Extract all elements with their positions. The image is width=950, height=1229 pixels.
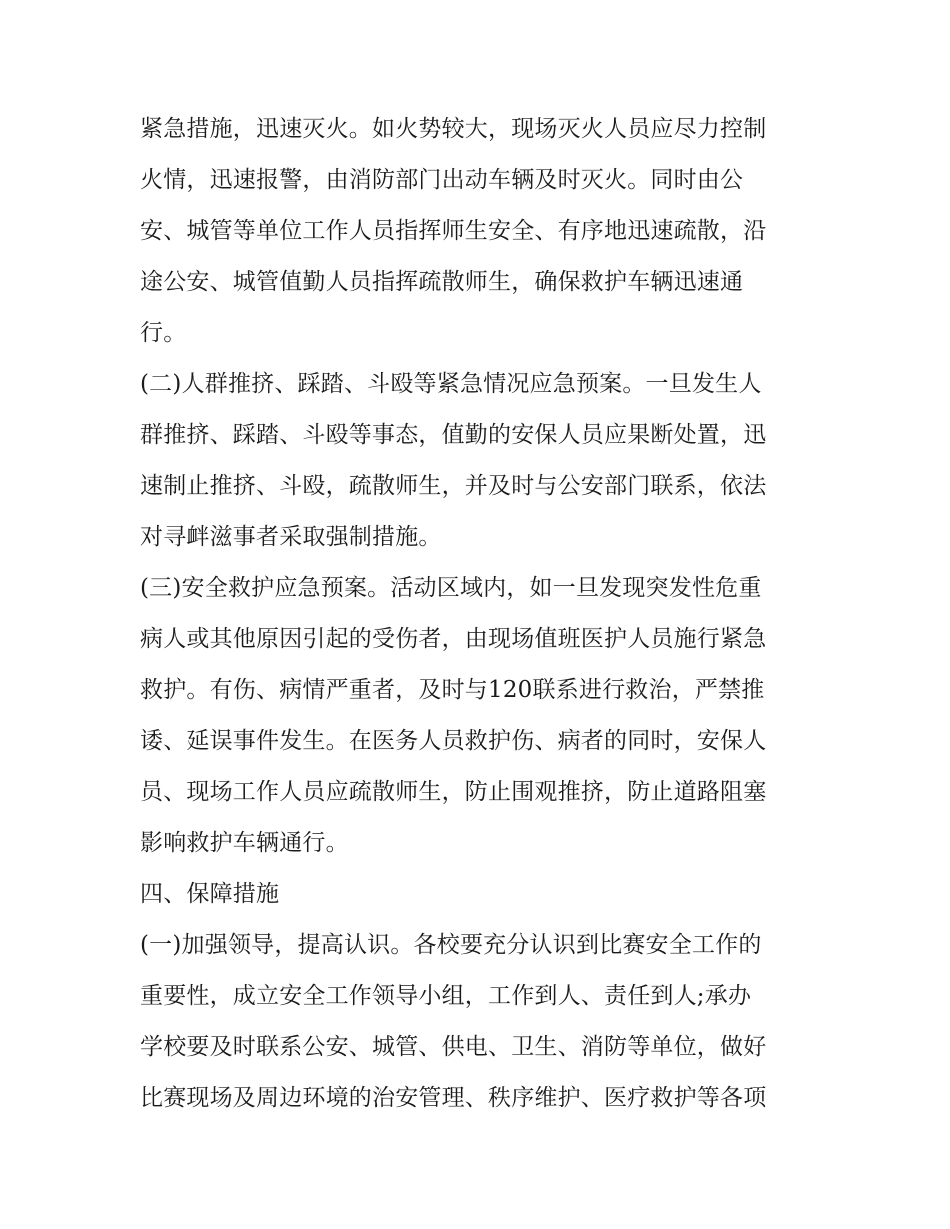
text-line: 重要性，成立安全工作领导小组，工作到人、责任到人;承办 (140, 983, 752, 1009)
document-body (140, 104, 820, 1124)
text-line: 影响救护车辆通行。 (140, 830, 349, 856)
section-paragraph-1-start: (一)加强领导，提高认识。各校要充分认识到比赛安全工作的 (140, 932, 762, 958)
text-line: 速制止推挤、斗殴，疏散师生，并及时与公安部门联系，依法 (140, 473, 767, 499)
section-paragraph-3-start: (三)安全救护应急预案。活动区域内，如一旦发现突发性危重 (140, 575, 762, 601)
text-line: 病人或其他原因引起的受伤者，由现场值班医护人员施行紧急 (140, 626, 767, 652)
text-line: 对寻衅滋事者采取强制措施。 (140, 524, 442, 550)
section-heading: 四、保障措施 (140, 881, 280, 907)
text-line: 群推挤、踩踏、斗殴等事态，值勤的安保人员应果断处置，迅 (140, 422, 767, 448)
text-line: 途公安、城管值勤人员指挥疏散师生，确保救护车辆迅速通 (140, 269, 744, 295)
text-line: 火情，迅速报警，由消防部门出动车辆及时灭火。同时由公 (140, 167, 744, 193)
text-line: 救护。有伤、病情严重者，及时与120联系进行救治，严禁推 (140, 677, 765, 703)
text-line: 紧急措施，迅速灭火。如火势较大，现场灭火人员应尽力控制 (140, 116, 767, 142)
text-line: 安、城管等单位工作人员指挥师生安全、有序地迅速疏散，沿 (140, 218, 767, 244)
text-line: 诿、延误事件发生。在医务人员救护伤、病者的同时，安保人 (140, 728, 767, 754)
text-line: 员、现场工作人员应疏散师生，防止围观推挤，防止道路阻塞 (140, 779, 767, 805)
text-line: 学校要及时联系公安、城管、供电、卫生、消防等单位，做好 (140, 1034, 767, 1060)
text-line: 比赛现场及周边环境的治安管理、秩序维护、医疗救护等各项 (140, 1085, 767, 1111)
text-line: 行。 (140, 320, 187, 346)
section-paragraph-2-start: (二)人群推挤、踩踏、斗殴等紧急情况应急预案。一旦发生人 (140, 371, 762, 397)
